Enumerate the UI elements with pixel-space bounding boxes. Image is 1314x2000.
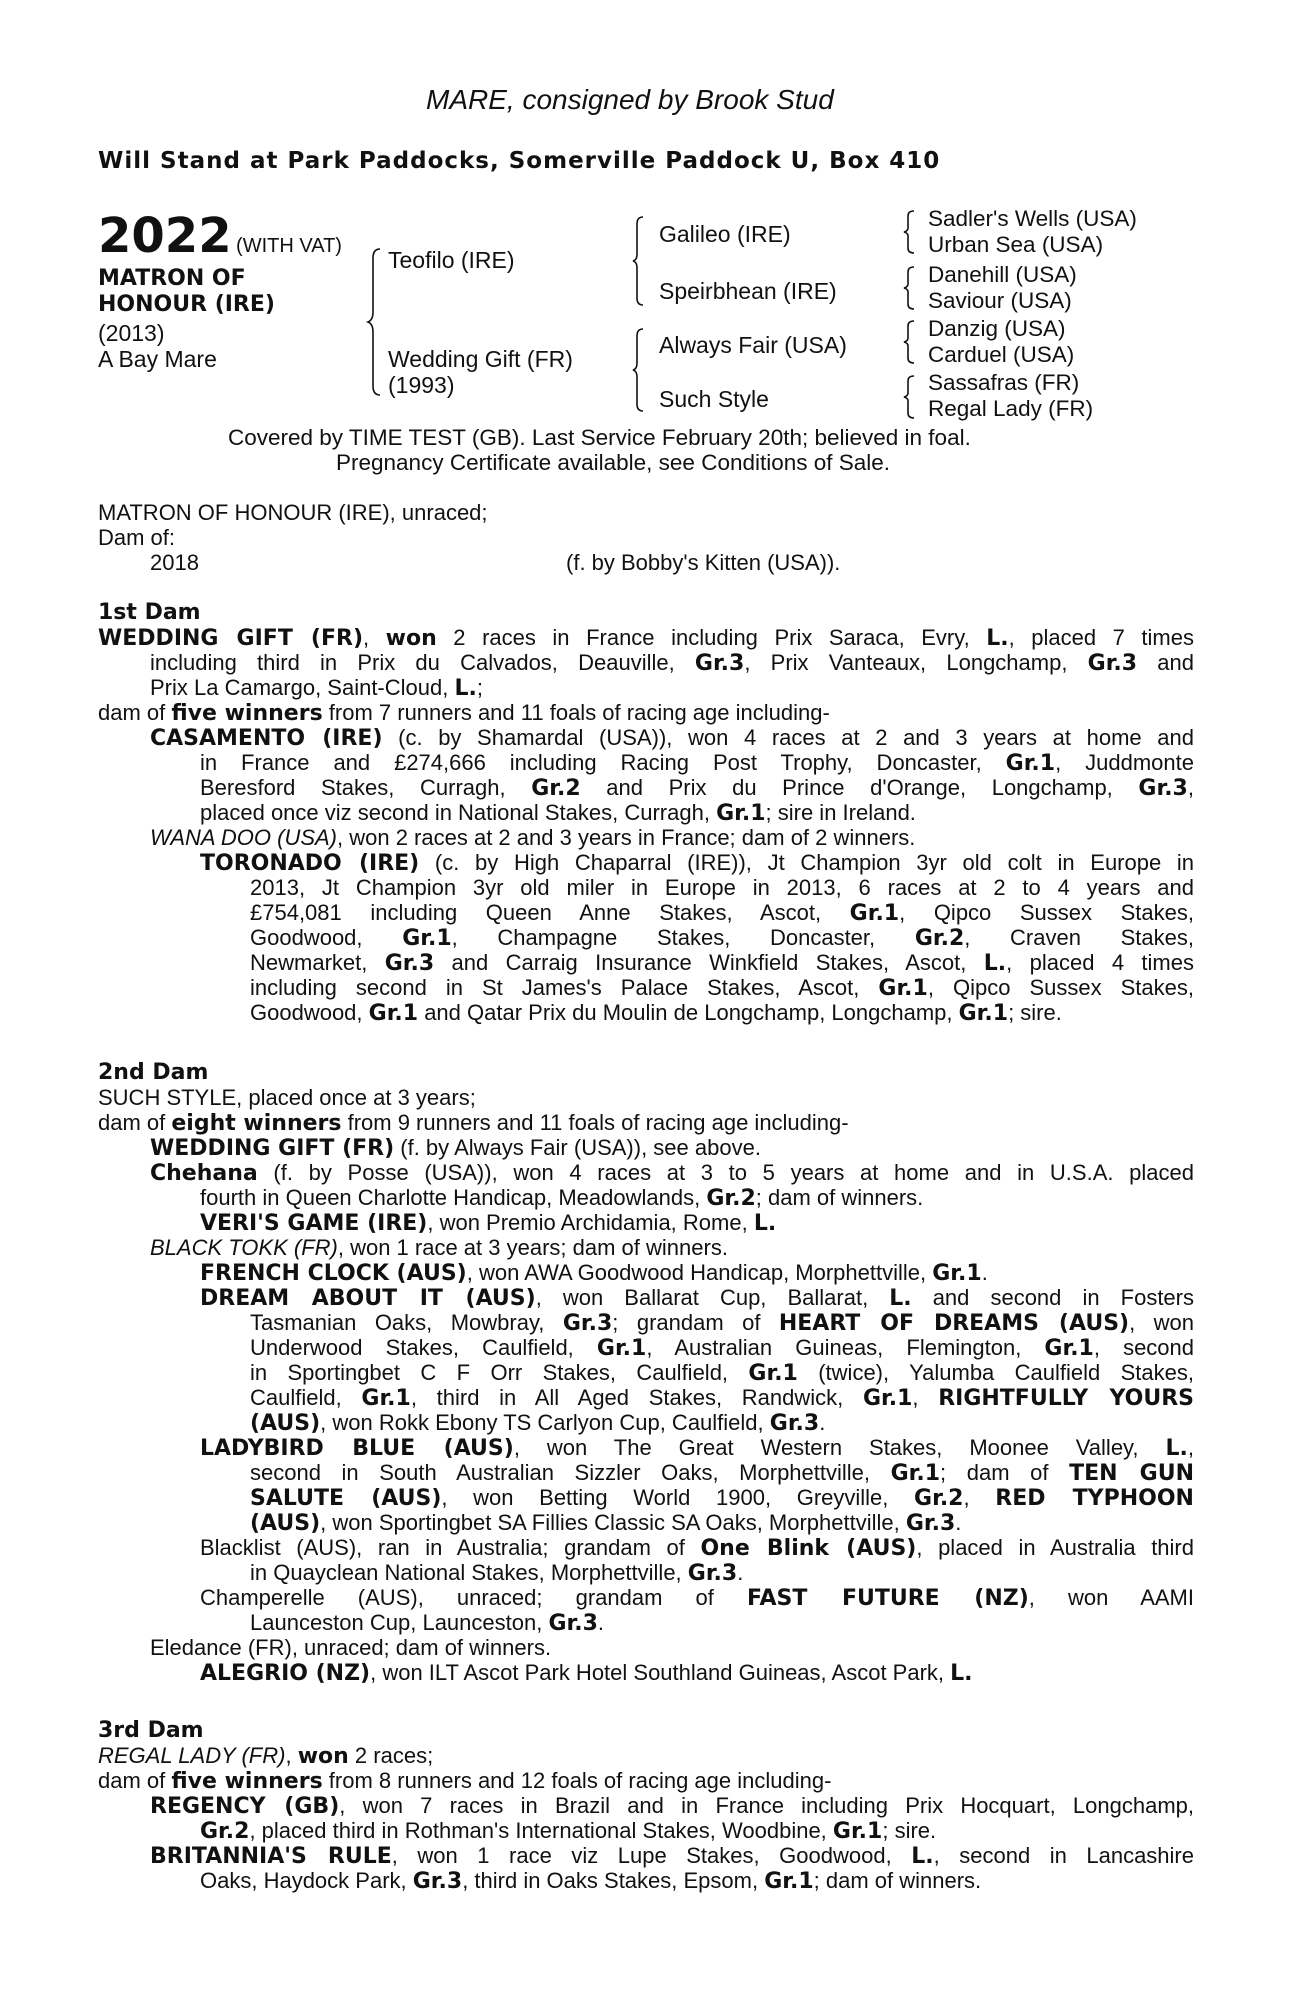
grade: Gr.1 — [832, 1819, 883, 1844]
grade: L. — [950, 1661, 973, 1686]
text: , — [1187, 1435, 1194, 1460]
text: ; grandam of — [612, 1310, 779, 1335]
produce-line1: MATRON OF HONOUR (IRE), unraced; — [98, 500, 488, 525]
grade: Gr.1 — [368, 1001, 419, 1026]
grade: Gr.1 — [716, 801, 766, 826]
grade: Gr.3 — [769, 1411, 820, 1436]
text: ; dam of winners. — [755, 1185, 924, 1210]
text: and Prix du Prince d'Orange, Longchamp, — [580, 775, 1139, 800]
pedigree-dsd: Carduel (USA) — [928, 342, 1075, 367]
grade: Gr.1 — [748, 1361, 798, 1386]
text: and second in Fosters — [911, 1285, 1194, 1310]
second-dam-line: Eledance (FR), unraced; dam of winners. — [150, 1635, 552, 1660]
text: , placed in Australia third — [916, 1535, 1194, 1560]
first-dam-line — [200, 775, 1194, 801]
text: . — [819, 1410, 826, 1435]
stand-location: Will Stand at Park Paddocks, Somerville Paddock U, Box 410 — [98, 148, 941, 174]
grade: Gr.1 — [402, 926, 452, 951]
horse-name: BRITANNIA'S RULE — [150, 1844, 392, 1869]
text: , won ILT Ascot Park Hotel Southland Guineas, Ascot Park, — [370, 1660, 951, 1685]
pedigree-sdd: Saviour (USA) — [928, 288, 1072, 313]
horse-name: (AUS) — [250, 1411, 321, 1436]
second-dam-line — [200, 1210, 776, 1236]
winners-count: eight winners — [171, 1111, 342, 1136]
grade: Gr.1 — [1044, 1336, 1094, 1361]
text: Oaks, Haydock Park, — [200, 1868, 413, 1893]
grade: Gr.3 — [384, 951, 435, 976]
pedigree-sds: Danehill (USA) — [928, 262, 1077, 287]
text: , won Sportingbet SA Fillies Classic SA Oaks, Morphettville, — [320, 1510, 906, 1535]
text: , won 7 races in Brazil and in France including Prix Hocquart, Longchamp, — [339, 1793, 1194, 1818]
pedigree-bracket-dd — [904, 375, 916, 419]
first-dam-line — [250, 875, 1194, 900]
text: , won — [1129, 1310, 1194, 1335]
horse-name: REGENCY (GB) — [150, 1794, 340, 1819]
second-dam-line — [150, 1235, 728, 1260]
text: , Australian Guineas, Flemington, — [646, 1335, 1045, 1360]
horse-name: BLACK TOKK (FR) — [150, 1235, 338, 1260]
pedigree-bracket-ss — [904, 210, 916, 254]
text: , won 2 races at 2 and 3 years in France; dam of 2 winners. — [337, 825, 916, 850]
pedigree-sire-sire: Galileo (IRE) — [659, 221, 791, 247]
grade: Gr.1 — [958, 1001, 1009, 1026]
second-dam-line — [150, 1135, 761, 1161]
third-dam-line — [200, 1818, 936, 1844]
text: and Qatar Prix du Moulin de Longchamp, Longchamp, — [418, 1000, 959, 1025]
text: , second in Lancashire — [933, 1843, 1194, 1868]
horse-name-line1: MATRON OF — [98, 266, 246, 291]
pedigree-bracket-sd — [904, 266, 916, 310]
text: ; — [476, 675, 483, 700]
third-dam-line — [98, 1768, 831, 1794]
horse-name: FAST FUTURE (NZ) — [746, 1586, 1029, 1611]
grade: Gr.3 — [548, 1611, 598, 1636]
text: , placed 4 times — [1006, 950, 1194, 975]
grade: Gr.2 — [914, 926, 965, 951]
pedigree-bracket-dam — [633, 328, 645, 412]
text: , won AWA Goodwood Handicap, Morphettville, — [466, 1260, 933, 1285]
pedigree-sire: Teofilo (IRE) — [388, 247, 515, 273]
produce-line2: Dam of: — [98, 525, 176, 550]
grade: Gr.1 — [361, 1386, 411, 1411]
text: , third in All Aged Stakes, Randwick, — [410, 1385, 863, 1410]
produce-foal: (f. by Bobby's Kitten (USA)). — [566, 550, 841, 575]
second-dam-line — [200, 1660, 973, 1686]
horse-name: TEN GUN — [1069, 1461, 1194, 1486]
horse-name: ALEGRIO (NZ) — [200, 1661, 371, 1686]
covered-line1: Covered by TIME TEST (GB). Last Service February 20th; believed in foal. — [228, 425, 971, 450]
text: Goodwood, — [250, 1000, 369, 1025]
second-dam-line — [250, 1610, 604, 1636]
second-dam-line — [200, 1585, 1194, 1611]
horse-name: RED TYPHOON — [995, 1486, 1194, 1511]
second-dam-line — [250, 1460, 1194, 1486]
horse-name: WEDDING GIFT (FR) — [98, 626, 363, 651]
first-dam-line — [250, 975, 1194, 1001]
text: (c. by Shamardal (USA)), won 4 races at 2 and 3 years at home and — [382, 725, 1194, 750]
grade: Gr.3 — [562, 1311, 613, 1336]
text: Prix La Camargo, Saint-Cloud, — [150, 675, 455, 700]
pedigree-bracket-sire — [633, 216, 645, 306]
text: . — [737, 1560, 744, 1585]
second-dam-line — [200, 1285, 1194, 1311]
horse-name: One Blink (AUS) — [700, 1536, 917, 1561]
first-dam-line — [98, 700, 830, 726]
horse-name: CASAMENTO (IRE) — [150, 726, 383, 751]
won: won — [385, 626, 437, 651]
grade: Gr.1 — [764, 1869, 814, 1894]
text: Beresford Stakes, Curragh, — [200, 775, 532, 800]
horse-name: TORONADO (IRE) — [200, 851, 420, 876]
text: (f. by Posse (USA)), won 4 races at 3 to 5 years at home and in U.S.A. placed — [257, 1160, 1194, 1185]
winners-count: five winners — [171, 701, 323, 726]
first-dam-line — [150, 825, 915, 850]
second-dam-line — [250, 1485, 1194, 1511]
text: . — [597, 1610, 605, 1635]
third-dam-line — [200, 1868, 981, 1894]
text: Underwood Stakes, Caulfield, — [250, 1335, 597, 1360]
text: and — [1137, 650, 1194, 675]
grade: L. — [889, 1286, 912, 1311]
second-dam-line — [250, 1560, 743, 1586]
text: dam of — [98, 1110, 172, 1135]
grade: Gr.1 — [862, 1386, 913, 1411]
winners-count: five winners — [171, 1769, 323, 1794]
second-dam-line — [150, 1160, 1194, 1186]
text: in Sportingbet C F Orr Stakes, Caulfield, — [250, 1360, 749, 1385]
grade: L. — [911, 1844, 934, 1869]
horse-name: RIGHTFULLY YOURS — [938, 1386, 1194, 1411]
text: second in South Australian Sizzler Oaks, Morphettville, — [250, 1460, 891, 1485]
text: , Craven Stakes, — [964, 925, 1194, 950]
text: , placed 7 times — [1008, 625, 1194, 650]
horse-description: A Bay Mare — [98, 346, 217, 372]
text: Blacklist (AUS), ran in Australia; grandam of — [200, 1535, 701, 1560]
pedigree-dam-dam: Such Style — [659, 386, 769, 412]
grade: Gr.3 — [687, 1561, 738, 1586]
text: placed once viz second in National Stakes, Curragh, — [200, 800, 717, 825]
text: , won Premio Archidamia, Rome, — [427, 1210, 754, 1235]
text: Goodwood, — [250, 925, 403, 950]
text: , Prix Vanteaux, Longchamp, — [744, 650, 1088, 675]
text: from 8 runners and 12 foals of racing age including- — [322, 1768, 832, 1793]
second-dam-line — [200, 1535, 1194, 1561]
horse-name: LADYBIRD BLUE (AUS) — [200, 1436, 514, 1461]
pedigree-ddd: Regal Lady (FR) — [928, 396, 1094, 421]
grade: Gr.3 — [1138, 776, 1188, 801]
horse-name-line2: HONOUR (IRE) — [98, 292, 275, 317]
text: fourth in Queen Charlotte Handicap, Meadowlands, — [200, 1185, 707, 1210]
second-dam-line — [200, 1435, 1194, 1461]
second-dam-line — [250, 1360, 1194, 1386]
text: and Carraig Insurance Winkfield Stakes, Ascot, — [434, 950, 984, 975]
won: won — [297, 1744, 349, 1769]
text: (twice), Yalumba Caulfield Stakes, — [797, 1360, 1194, 1385]
horse-name: VERI'S GAME (IRE) — [200, 1211, 428, 1236]
text: (c. by High Chaparral (IRE)), Jt Champion 3yr old colt in Europe in — [419, 850, 1195, 875]
text: Newmarket, — [250, 950, 385, 975]
grade: L. — [753, 1211, 777, 1236]
pedigree-ssd: Urban Sea (USA) — [928, 232, 1104, 257]
covered-line2: Pregnancy Certificate available, see Conditions of Sale. — [336, 450, 891, 475]
text: Caulfield, — [250, 1385, 362, 1410]
text: 2 races; — [348, 1743, 434, 1768]
text: , Juddmonte — [1055, 750, 1194, 775]
text: , — [1187, 775, 1194, 800]
text: in Quayclean National Stakes, Morphettville, — [250, 1560, 688, 1585]
sale-year: 2022 — [98, 208, 232, 264]
second-dam-line — [250, 1310, 1194, 1336]
text: , won AAMI — [1028, 1585, 1194, 1610]
third-dam-line — [98, 1743, 433, 1769]
horse-name: WEDDING GIFT (FR) — [150, 1136, 395, 1161]
text: , won Betting World 1900, Greyville, — [441, 1485, 915, 1510]
text: ; dam of — [940, 1460, 1070, 1485]
second-dam-line — [250, 1510, 961, 1536]
text: , won Ballarat Cup, Ballarat, — [535, 1285, 890, 1310]
horse-name: (AUS) — [250, 1511, 321, 1536]
sale-year-block — [98, 208, 342, 264]
pedigree-dam-year: (1993) — [388, 372, 455, 398]
produce-year: 2018 — [150, 550, 199, 575]
third-dam-line — [150, 1843, 1194, 1869]
text: , placed third in Rothman's International Stakes, Woodbine, — [249, 1818, 833, 1843]
second-dam-line — [250, 1385, 1194, 1411]
grade: Gr.2 — [531, 776, 581, 801]
text: , Qipco Sussex Stakes, — [899, 900, 1194, 925]
pedigree-bracket-ds — [904, 320, 916, 364]
horse-name: FRENCH CLOCK (AUS) — [200, 1261, 467, 1286]
text: , — [363, 625, 386, 650]
text: ; sire. — [1008, 1000, 1062, 1025]
pedigree-sire-dam: Speirbhean (IRE) — [659, 278, 837, 304]
text: , Champagne Stakes, Doncaster, — [451, 925, 915, 950]
grade: Gr.2 — [914, 1486, 964, 1511]
horse-name: HEART OF DREAMS (AUS) — [778, 1311, 1130, 1336]
text: , won 1 race viz Lupe Stakes, Goodwood, — [391, 1843, 912, 1868]
text: including second in St James's Palace Stakes, Ascot, — [250, 975, 879, 1000]
horse-name: Chehana — [150, 1161, 258, 1186]
text: , won Rokk Ebony TS Carlyon Cup, Caulfield, — [320, 1410, 770, 1435]
second-dam-line — [98, 1110, 849, 1136]
text: Tasmanian Oaks, Mowbray, — [250, 1310, 563, 1335]
grade: Gr.1 — [1005, 751, 1056, 776]
grade: Gr.3 — [1087, 651, 1138, 676]
grade: Gr.3 — [412, 1869, 463, 1894]
lot-title: MARE, consigned by Brook Stud — [426, 84, 834, 115]
grade: L. — [454, 676, 477, 701]
pedigree-dss: Danzig (USA) — [928, 316, 1066, 341]
text: Launceston Cup, Launceston, — [250, 1610, 549, 1635]
text: . — [981, 1260, 988, 1285]
text: (f. by Always Fair (USA)), see above. — [394, 1135, 761, 1160]
second-dam-line — [250, 1410, 825, 1436]
text: , won 1 race at 3 years; dam of winners. — [337, 1235, 728, 1260]
text: , Qipco Sussex Stakes, — [927, 975, 1194, 1000]
grade: L. — [1165, 1436, 1188, 1461]
horse-name: WANA DOO (USA) — [150, 825, 338, 850]
grade: Gr.3 — [694, 651, 745, 676]
first-dam-line — [200, 800, 916, 826]
first-dam-line — [200, 850, 1194, 876]
grade: Gr.2 — [200, 1819, 250, 1844]
text: dam of — [98, 700, 172, 725]
first-dam-line — [250, 925, 1194, 951]
second-dam-line — [200, 1185, 923, 1211]
text: in France and £274,666 including Racing Post Trophy, Doncaster, — [200, 750, 1006, 775]
text: 2013, Jt Champion 3yr old miler in Europe in 2013, 6 races at 2 to 4 years and — [250, 875, 1194, 900]
second-dam-heading: 2nd Dam — [98, 1060, 209, 1085]
grade: Gr.2 — [706, 1186, 756, 1211]
first-dam-line — [150, 725, 1194, 751]
grade: Gr.1 — [878, 976, 928, 1001]
first-dam-line — [200, 750, 1194, 776]
horse-name: SALUTE (AUS) — [250, 1486, 442, 1511]
horse-name: REGAL LADY (FR) — [98, 1743, 286, 1768]
text: 2 races in France including Prix Saraca, Evry, — [436, 625, 987, 650]
pedigree-sss: Sadler's Wells (USA) — [928, 206, 1137, 231]
pedigree-dam-sire: Always Fair (USA) — [659, 332, 847, 358]
foaled-year: (2013) — [98, 320, 165, 346]
pedigree-bracket-main — [368, 248, 382, 398]
pedigree-dam: Wedding Gift (FR) — [388, 346, 573, 372]
grade: Gr.1 — [890, 1461, 941, 1486]
horse-name: DREAM ABOUT IT (AUS) — [200, 1286, 536, 1311]
grade: Gr.1 — [932, 1261, 982, 1286]
second-dam-line: SUCH STYLE, placed once at 3 years; — [98, 1085, 476, 1110]
text: Champerelle (AUS), unraced; grandam of — [200, 1585, 747, 1610]
pedigree-dds: Sassafras (FR) — [928, 370, 1080, 395]
grade: L. — [986, 626, 1009, 651]
text: ; sire. — [882, 1818, 937, 1843]
text: , won The Great Western Stakes, Moonee Valley, — [513, 1435, 1166, 1460]
text: from 9 runners and 11 foals of racing age including- — [341, 1110, 849, 1135]
text: ; sire in Ireland. — [765, 800, 916, 825]
first-dam-line — [150, 675, 483, 701]
vat-note: (WITH VAT) — [236, 235, 342, 257]
text: ; dam of winners. — [813, 1868, 982, 1893]
text: . — [955, 1510, 962, 1535]
text: dam of — [98, 1768, 172, 1793]
text: , second — [1093, 1335, 1195, 1360]
grade: Gr.1 — [849, 901, 900, 926]
text: , — [963, 1485, 996, 1510]
first-dam-line — [250, 950, 1194, 976]
text: from 7 runners and 11 foals of racing age including- — [322, 700, 830, 725]
first-dam-line — [250, 1000, 1062, 1026]
first-dam-line — [250, 900, 1194, 926]
grade: Gr.3 — [905, 1511, 956, 1536]
third-dam-line — [150, 1793, 1194, 1819]
text: , third in Oaks Stakes, Epsom, — [462, 1868, 765, 1893]
third-dam-heading: 3rd Dam — [98, 1718, 204, 1743]
text: including third in Prix du Calvados, Deauville, — [150, 650, 695, 675]
text: , — [285, 1743, 298, 1768]
first-dam-line — [150, 650, 1194, 676]
grade: Gr.1 — [596, 1336, 647, 1361]
grade: L. — [983, 951, 1007, 976]
text: £754,081 including Queen Anne Stakes, Ascot, — [250, 900, 850, 925]
second-dam-line — [250, 1335, 1194, 1361]
text: , — [912, 1385, 939, 1410]
first-dam-heading: 1st Dam — [98, 600, 201, 625]
second-dam-line — [200, 1260, 988, 1286]
first-dam-line — [98, 625, 1194, 651]
